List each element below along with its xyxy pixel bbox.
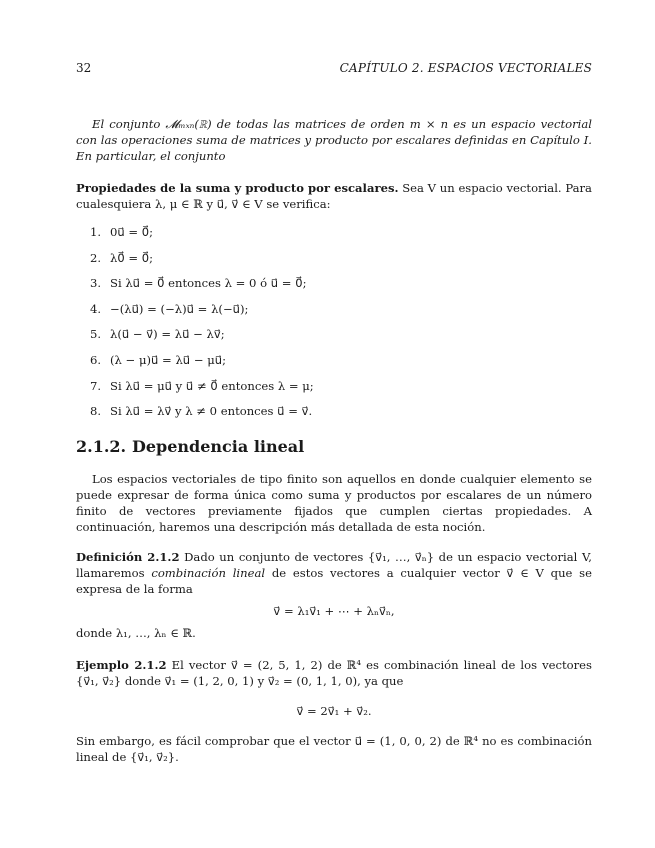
- property-item: [90, 403, 592, 429]
- property-number: 2.: [90, 250, 102, 265]
- definition-after: donde λ₁, …, λₙ ∈ ℝ.: [76, 625, 196, 640]
- example-block: [76, 657, 592, 765]
- section-title: Dependencia lineal: [132, 436, 305, 456]
- property-number: 5.: [90, 327, 102, 342]
- page: [76, 60, 592, 765]
- intro-paragraph: El conjunto 𝓜ₘₓₙ(ℝ) de todas las matrices de orden m × n es un espacio vectorial con las operaciones suma de matrices y producto por escalares definidas en Capítulo I. En particular, el conjunto: [76, 117, 592, 163]
- property-text: Si λu⃗ = 0⃗ entonces λ = 0 ó u⃗ = 0⃗;: [110, 276, 307, 291]
- example-text: El vector v⃗ = (2, 5, 1, 2) de ℝ⁴ es combinación lineal de los vectores {v⃗₁, v⃗₂} donde v⃗₁ = (1, 2, 0, 1) y v⃗₂ = (0, 1, 1, 0), ya que: [76, 657, 592, 688]
- property-item: [90, 224, 592, 250]
- section-paragraph: Los espacios vectoriales de tipo finito son aquellos en donde cualquier elemento se puede expresar de forma única como suma y productos por escalares de un número finito de vectores previamente fijados que cumplen ciertas propiedades. A continuación, haremos una descripción más detallada de esta noción.: [76, 471, 592, 534]
- definition-formula: v⃗ = λ₁v⃗₁ + ⋯ + λₙv⃗ₙ,: [273, 603, 395, 618]
- property-number: 6.: [90, 352, 102, 367]
- property-text: Si λu⃗ = μu⃗ y u⃗ ≠ 0⃗ entonces λ = μ;: [110, 378, 314, 393]
- running-head: [76, 60, 592, 76]
- property-text: λ0⃗ = 0⃗;: [110, 250, 154, 265]
- properties-paragraph: [76, 180, 592, 212]
- definition-label: Definición 2.1.2: [76, 549, 180, 564]
- property-number: 8.: [90, 404, 102, 419]
- section-heading: [76, 436, 592, 456]
- properties-text: Sea V un espacio vectorial. Para cualesquiera λ, μ ∈ ℝ y u⃗, v⃗ ∈ V se verifica:: [76, 181, 592, 211]
- definition-emphasis: combinación lineal: [151, 565, 266, 580]
- section-number: 2.1.2.: [76, 436, 127, 456]
- property-item: [90, 378, 592, 404]
- property-text: 0u⃗ = 0⃗;: [110, 225, 154, 239]
- property-item: [90, 250, 592, 276]
- property-number: 3.: [90, 276, 102, 291]
- page-number: 32: [76, 61, 92, 75]
- property-number: 4.: [90, 301, 102, 316]
- property-number: 7.: [90, 378, 102, 393]
- example-label: Ejemplo 2.1.2: [76, 657, 167, 672]
- property-number: 1.: [90, 225, 102, 239]
- definition-text-a: Dado un conjunto de vectores {v⃗₁, …, v⃗ₙ} de un espacio vectorial V, llamaremos: [76, 549, 592, 580]
- chapter-title: CAPÍTULO 2. ESPACIOS VECTORIALES: [339, 61, 592, 75]
- property-item: [90, 275, 592, 301]
- definition-block: [76, 549, 592, 641]
- example-final: Sin embargo, es fácil comprobar que el vector u⃗ = (1, 0, 0, 2) de ℝ⁴ no es combinación lineal de {v⃗₁, v⃗₂}.: [76, 733, 592, 764]
- property-item: [90, 301, 592, 327]
- properties-title: Propiedades de la suma y producto por escalares.: [76, 181, 399, 195]
- example-formula: v⃗ = 2v⃗₁ + v⃗₂.: [296, 703, 372, 718]
- property-text: λ(u⃗ − v⃗) = λu⃗ − λv⃗;: [110, 327, 225, 342]
- property-item: [90, 352, 592, 378]
- property-text: (λ − μ)u⃗ = λu⃗ − μu⃗;: [110, 352, 227, 367]
- property-item: [90, 326, 592, 352]
- property-text: −(λu⃗) = (−λ)u⃗ = λ(−u⃗);: [110, 301, 249, 316]
- definition-text-b: de estos vectores a cualquier vector v⃗ ∈ V que se expresa de la forma: [76, 565, 592, 596]
- properties-list: [76, 224, 592, 429]
- property-text: Si λu⃗ = λv⃗ y λ ≠ 0 entonces u⃗ = v⃗.: [110, 404, 313, 419]
